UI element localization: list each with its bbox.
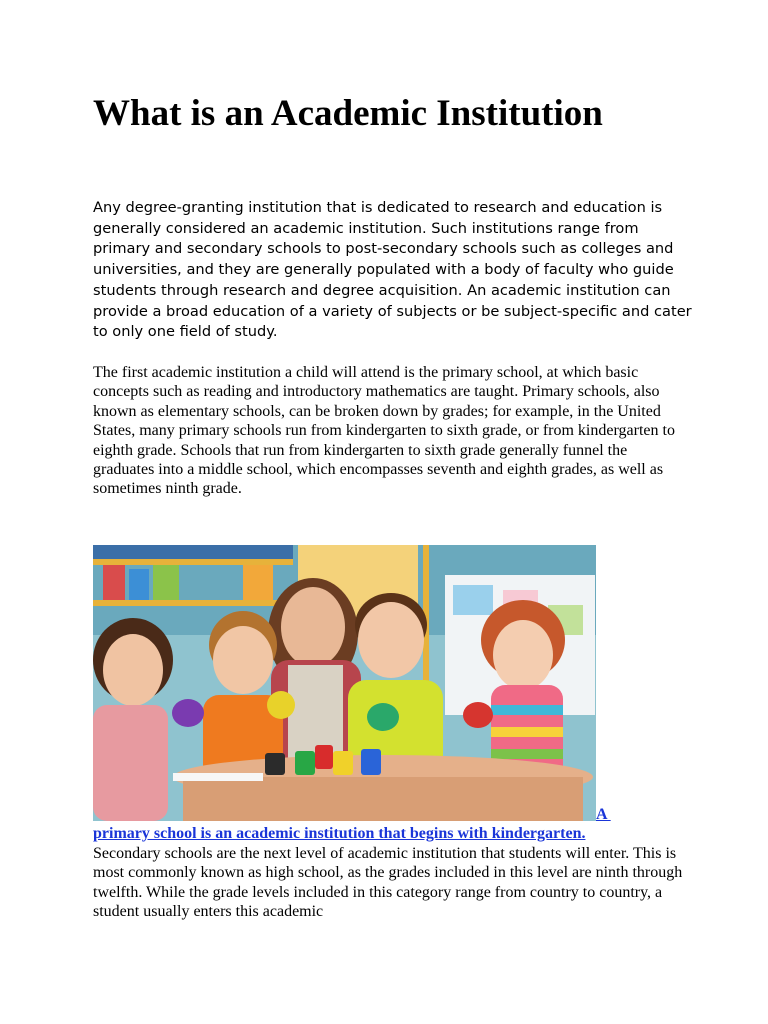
image-link[interactable]: A	[596, 806, 611, 823]
body-paragraph-primary-school: The first academic institution a child will attend is the primary school, at which basic concepts such as reading and introductory mathematics are taught. Primary schools, also known as elementary schools, can be broken down by grades; for example, in the United States, many primary schools run from kindergarten to sixth grade, or from kindergarten to eighth grade. Schools that run from kindergarten to sixth grade generally funnel the graduates into a middle school, which encompasses seventh and eighth grades, as well as sometimes ninth grade.	[93, 364, 675, 498]
intro-paragraph: Any degree-granting institution that is dedicated to research and education is generally considered an academic institution. Such institutions range from primary and secondary schools to post-secondary schools such as colleges and universities, and they are generally populated with a body of faculty who guide students through research and degree acquisition. An academic institution can provide a broad education of a variety of subjects or be subject-specific and cater to only one field of study.	[93, 199, 692, 341]
body-paragraph-secondary-school: Secondary schools are the next level of academic institution that students will enter. This is most commonly known as high school, as the grades included in this level are ninth through twelfth. While the grade levels included in this category range from country to country, a student usually enters this academic	[93, 845, 683, 921]
image-caption-link[interactable]: primary school is an academic institution that begins with kindergarten.	[93, 825, 586, 842]
classroom-photo	[93, 545, 596, 821]
page-title: What is an Academic Institution	[93, 93, 603, 134]
